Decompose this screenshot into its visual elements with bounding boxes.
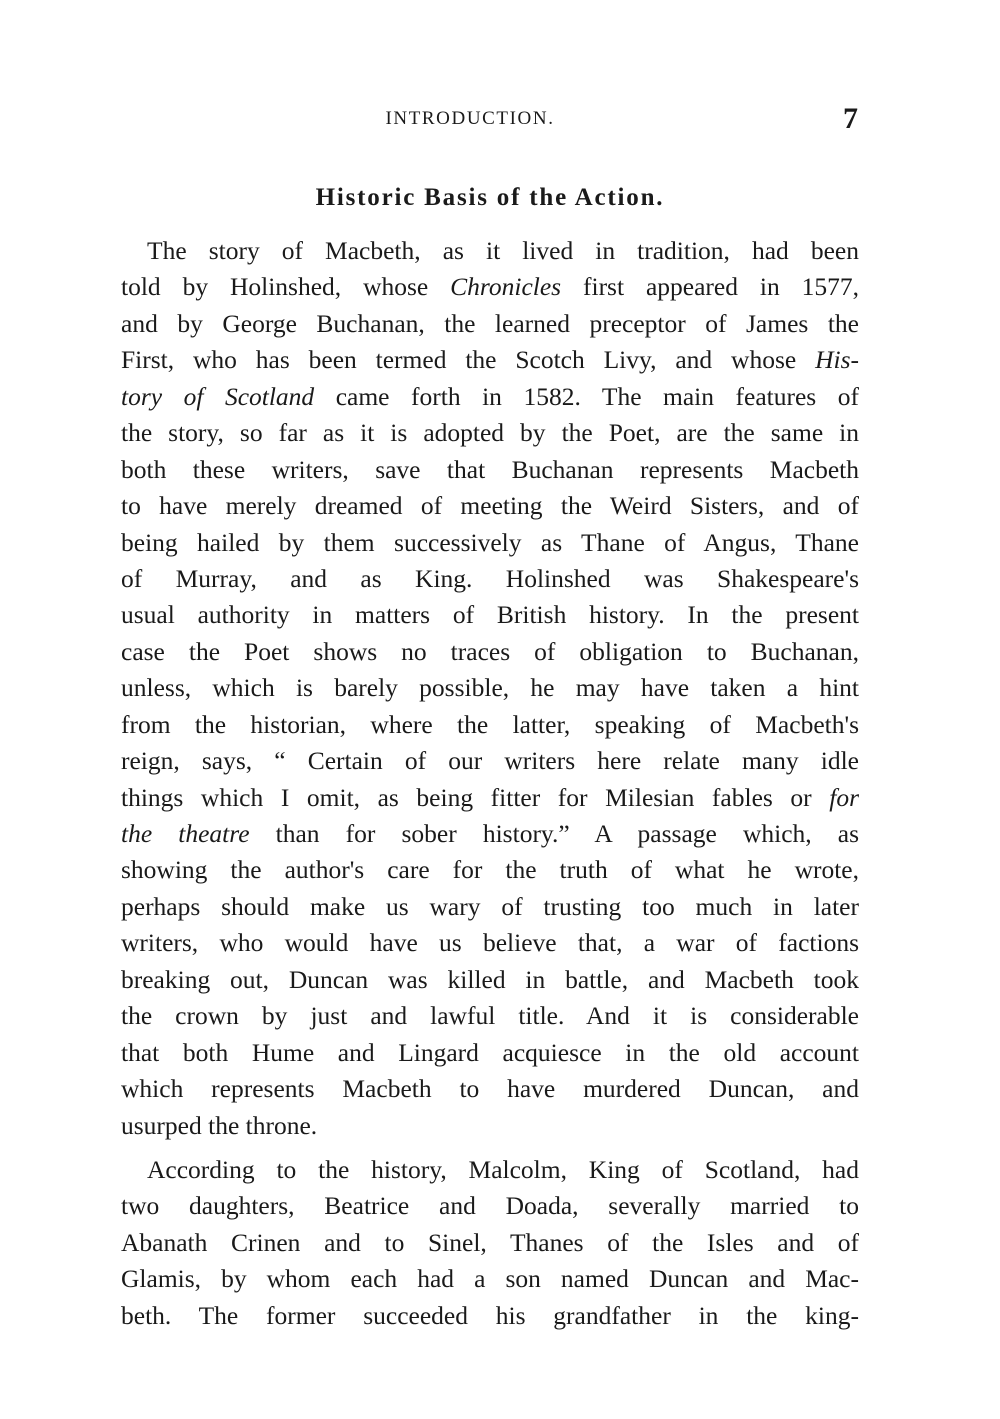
text-line: According to the history, Malcolm, King of Scotland, had — [147, 1154, 859, 1184]
text-line: beth. The former succeeded his grandfather in the king- — [121, 1300, 859, 1330]
text-line: case the Poet shows no traces of obligation to Buchanan, — [121, 636, 859, 666]
text-line: First, who has been termed the Scotch Livy, and whose His- — [121, 345, 859, 375]
text-line: perhaps should make us wary of trusting too much in later — [121, 891, 859, 921]
running-title: INTRODUCTION. — [385, 108, 555, 129]
text-line: to have merely dreamed of meeting the Weird Sisters, and of — [121, 491, 859, 521]
page-number: 7 — [843, 102, 858, 135]
text-line: things which I omit, as being fitter for Milesian fables or for — [121, 782, 859, 812]
text-line: The story of Macbeth, as it lived in tradition, had been — [147, 236, 859, 265]
text-line: of Murray, and as King. Holinshed was Shakespeare's — [121, 563, 859, 593]
text-line: the theatre than for sober history.” A passage which, as — [121, 819, 859, 848]
text-line: breaking out, Duncan was killed in battle, and Macbeth took — [121, 964, 859, 994]
text-line: being hailed by them successively as Thane of Angus, Thane — [121, 527, 859, 557]
text-line: tory of Scotland came forth in 1582. The main features of — [121, 381, 859, 411]
body-text — [121, 233, 859, 1342]
text-line: that both Hume and Lingard acquiesce in the old account — [121, 1037, 859, 1067]
text-line: and by George Buchanan, the learned preceptor of James the — [121, 308, 859, 338]
text-line: which represents Macbeth to have murdered Duncan, and — [121, 1074, 859, 1104]
running-head — [0, 104, 1000, 134]
text-line: two daughters, Beatrice and Doada, severally married to — [121, 1191, 859, 1221]
text-line: from the historian, where the latter, speaking of Macbeth's — [121, 709, 859, 739]
text-line: Glamis, by whom each had a son named Duncan and Mac- — [121, 1264, 859, 1294]
text-line: reign, says, “ Certain of our writers here relate many idle — [121, 746, 859, 776]
text-line: the crown by just and lawful title. And it is considerable — [121, 1001, 859, 1031]
text-line: Abanath Crinen and to Sinel, Thanes of the Isles and of — [121, 1227, 859, 1257]
paragraph-2 — [121, 1152, 859, 1334]
text-line: showing the author's care for the truth of what he wrote, — [121, 855, 859, 885]
text-line: usual authority in matters of British history. In the present — [121, 600, 859, 630]
text-line: writers, who would have us believe that, a war of factions — [121, 928, 859, 958]
section-heading: Historic Basis of the Action. — [315, 184, 665, 211]
text-line: told by Holinshed, whose Chronicles first appeared in 1577, — [121, 272, 859, 302]
paragraph-1 — [121, 233, 859, 1144]
text-line: usurped the throne. — [121, 1110, 318, 1140]
text-line: both these writers, save that Buchanan represents Macbeth — [121, 454, 859, 484]
text-line: unless, which is barely possible, he may have taken a hint — [121, 673, 859, 703]
text-line: the story, so far as it is adopted by the Poet, are the same in — [121, 418, 859, 448]
